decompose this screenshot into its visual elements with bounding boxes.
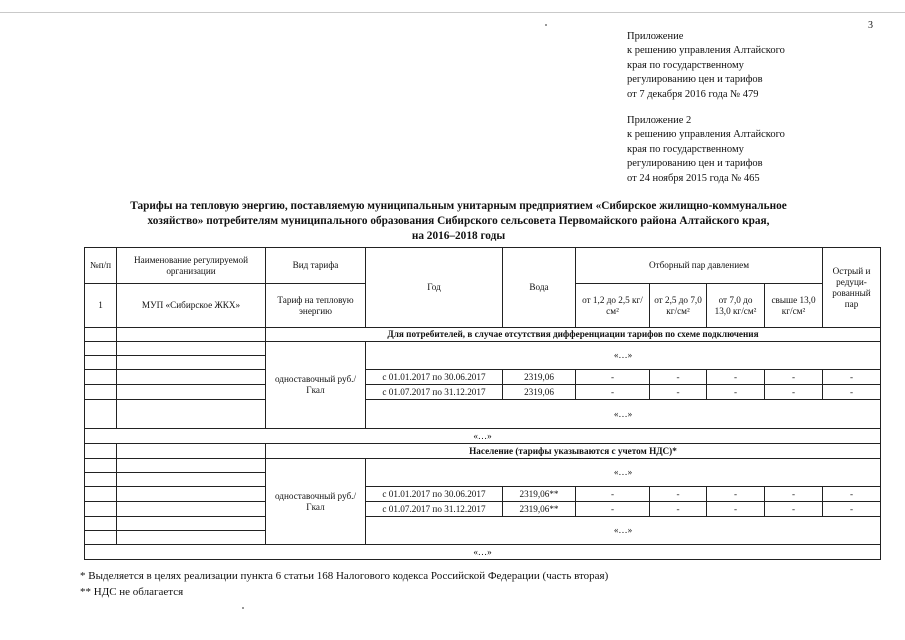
appendix-line: к решению управления Алтайского (627, 129, 785, 141)
col-header-steam: Отборный пар давлением (576, 248, 823, 284)
section2-heading-row (85, 444, 881, 459)
steam-col-2: от 2,5 до 7,0 кг/см² (650, 284, 707, 328)
empty-cell (117, 328, 266, 342)
ellipsis-row-2: «…» (85, 545, 881, 560)
dash-cell: - (707, 370, 765, 385)
col-header-num: №п/п (85, 248, 117, 284)
scan-top-edge (0, 12, 905, 13)
row1-org: МУП «Сибирское ЖКХ» (117, 284, 266, 328)
col-header-org: Наименование регулируемой организации (117, 248, 266, 284)
dash-cell: - (707, 502, 765, 517)
table-row (85, 502, 881, 517)
period-cell: с 01.07.2017 по 31.12.2017 (366, 502, 503, 517)
appendix-line: от 7 декабря 2016 года № 479 (627, 88, 759, 100)
appendix-line: к решению управления Алтайского (627, 45, 785, 57)
section2-tariff-kind: одноставочный руб./Гкал (266, 459, 366, 545)
empty-cell (85, 517, 117, 531)
appendix-line: от 24 ноября 2015 года № 465 (627, 172, 760, 184)
scan-speck (242, 607, 244, 609)
col-header-type: Вид тарифа (266, 248, 366, 284)
dash-cell: - (576, 370, 650, 385)
empty-cell (117, 385, 266, 400)
appendix-line: Приложение 2 (627, 115, 692, 126)
empty-cell (117, 400, 266, 429)
steam-col-1: от 1,2 до 2,5 кг/см² (576, 284, 650, 328)
dash-cell: - (576, 385, 650, 400)
water-cell: 2319,06 (503, 385, 576, 400)
table-row (85, 400, 881, 429)
empty-cell (117, 342, 266, 356)
table-row (85, 342, 881, 356)
footnote-vat-exempt: ** НДС не облагается (80, 585, 184, 598)
empty-cell (85, 385, 117, 400)
dash-cell: - (707, 487, 765, 502)
section1-ellipsis-bottom: «…» (366, 400, 881, 429)
steam-col-3: от 7,0 до 13,0 кг/см² (707, 284, 765, 328)
water-cell: 2319,06 (503, 370, 576, 385)
appendix-block-2 (627, 114, 785, 186)
dash-cell: - (765, 385, 823, 400)
empty-cell (117, 444, 266, 459)
water-cell: 2319,06** (503, 502, 576, 517)
empty-cell (85, 370, 117, 385)
dash-cell: - (765, 502, 823, 517)
appendix-block-1 (627, 30, 785, 102)
dash-cell: - (576, 502, 650, 517)
empty-cell (85, 459, 117, 473)
steam-col-4: свыше 13,0 кг/см² (765, 284, 823, 328)
appendix-line: регулированию цен и тарифов (627, 158, 763, 170)
section1-tariff-kind: одноставочный руб./Гкал (266, 342, 366, 429)
empty-cell (85, 473, 117, 487)
dash-cell: - (823, 487, 881, 502)
col-header-water: Вода (503, 248, 576, 328)
table-row (85, 487, 881, 502)
period-cell: с 01.07.2017 по 31.12.2017 (366, 385, 503, 400)
section1-ellipsis-top: «…» (366, 342, 881, 370)
ellipsis-row-1: «…» (85, 429, 881, 444)
tariff-table (84, 247, 881, 560)
empty-cell (117, 487, 266, 502)
section2-heading: Население (тарифы указываются с учетом НДС)* (266, 444, 881, 459)
row1-num: 1 (85, 284, 117, 328)
empty-cell (85, 400, 117, 429)
empty-cell (117, 531, 266, 545)
empty-cell (85, 356, 117, 370)
appendix-line: края по государственному (627, 143, 744, 155)
footnotes (80, 569, 608, 600)
table-row (85, 545, 881, 560)
table-row (85, 517, 881, 531)
table-row (85, 429, 881, 444)
title-line: Тарифы на тепловую энергию, поставляемую муниципальным унитарным предприятием «Сибирское жилищно-коммунальное (130, 200, 787, 212)
header-row (85, 248, 881, 284)
col-header-sharp-steam: Острый и редуци-рованный пар (823, 248, 881, 328)
empty-cell (85, 531, 117, 545)
empty-cell (117, 356, 266, 370)
title-line: на 2016–2018 годы (411, 230, 506, 242)
appendix-line: края по государственному (627, 59, 744, 71)
empty-cell (85, 487, 117, 502)
table-row (85, 459, 881, 473)
section2-ellipsis-bottom: «…» (366, 517, 881, 545)
dash-cell: - (650, 502, 707, 517)
table-row (85, 370, 881, 385)
appendix-line: регулированию цен и тарифов (627, 74, 763, 86)
scan-speck (545, 24, 547, 26)
empty-cell (85, 502, 117, 517)
section1-heading: Для потребителей, в случае отсутствия дифференциации тарифов по схеме подключения (266, 328, 881, 342)
period-cell: с 01.01.2017 по 30.06.2017 (366, 370, 503, 385)
water-cell: 2319,06** (503, 487, 576, 502)
dash-cell: - (650, 370, 707, 385)
dash-cell: - (823, 502, 881, 517)
dash-cell: - (576, 487, 650, 502)
dash-cell: - (650, 487, 707, 502)
empty-cell (117, 370, 266, 385)
footnote-vat-allocated: * Выделяется в целях реализации пункта 6 статьи 168 Налогового кодекса Российской Федерации (часть вторая) (80, 570, 609, 582)
dash-cell: - (823, 370, 881, 385)
appendix-line: Приложение (627, 31, 684, 42)
dash-cell: - (650, 385, 707, 400)
row1-type: Тариф на тепловую энергию (266, 284, 366, 328)
empty-cell (117, 517, 266, 531)
col-header-year: Год (366, 248, 503, 328)
empty-cell (85, 444, 117, 459)
page-number: 3 (868, 20, 873, 31)
document-title (86, 199, 831, 244)
section1-heading-row (85, 328, 881, 342)
dash-cell: - (707, 385, 765, 400)
table-row (85, 385, 881, 400)
empty-cell (117, 459, 266, 473)
dash-cell: - (765, 370, 823, 385)
dash-cell: - (765, 487, 823, 502)
empty-cell (85, 342, 117, 356)
section2-ellipsis-top: «…» (366, 459, 881, 487)
empty-cell (117, 473, 266, 487)
period-cell: с 01.01.2017 по 30.06.2017 (366, 487, 503, 502)
dash-cell: - (823, 385, 881, 400)
title-line: хозяйство» потребителям муниципального образования Сибирского сельсовета Первомайского района Алтайского края, (147, 215, 770, 227)
empty-cell (85, 328, 117, 342)
empty-cell (117, 502, 266, 517)
